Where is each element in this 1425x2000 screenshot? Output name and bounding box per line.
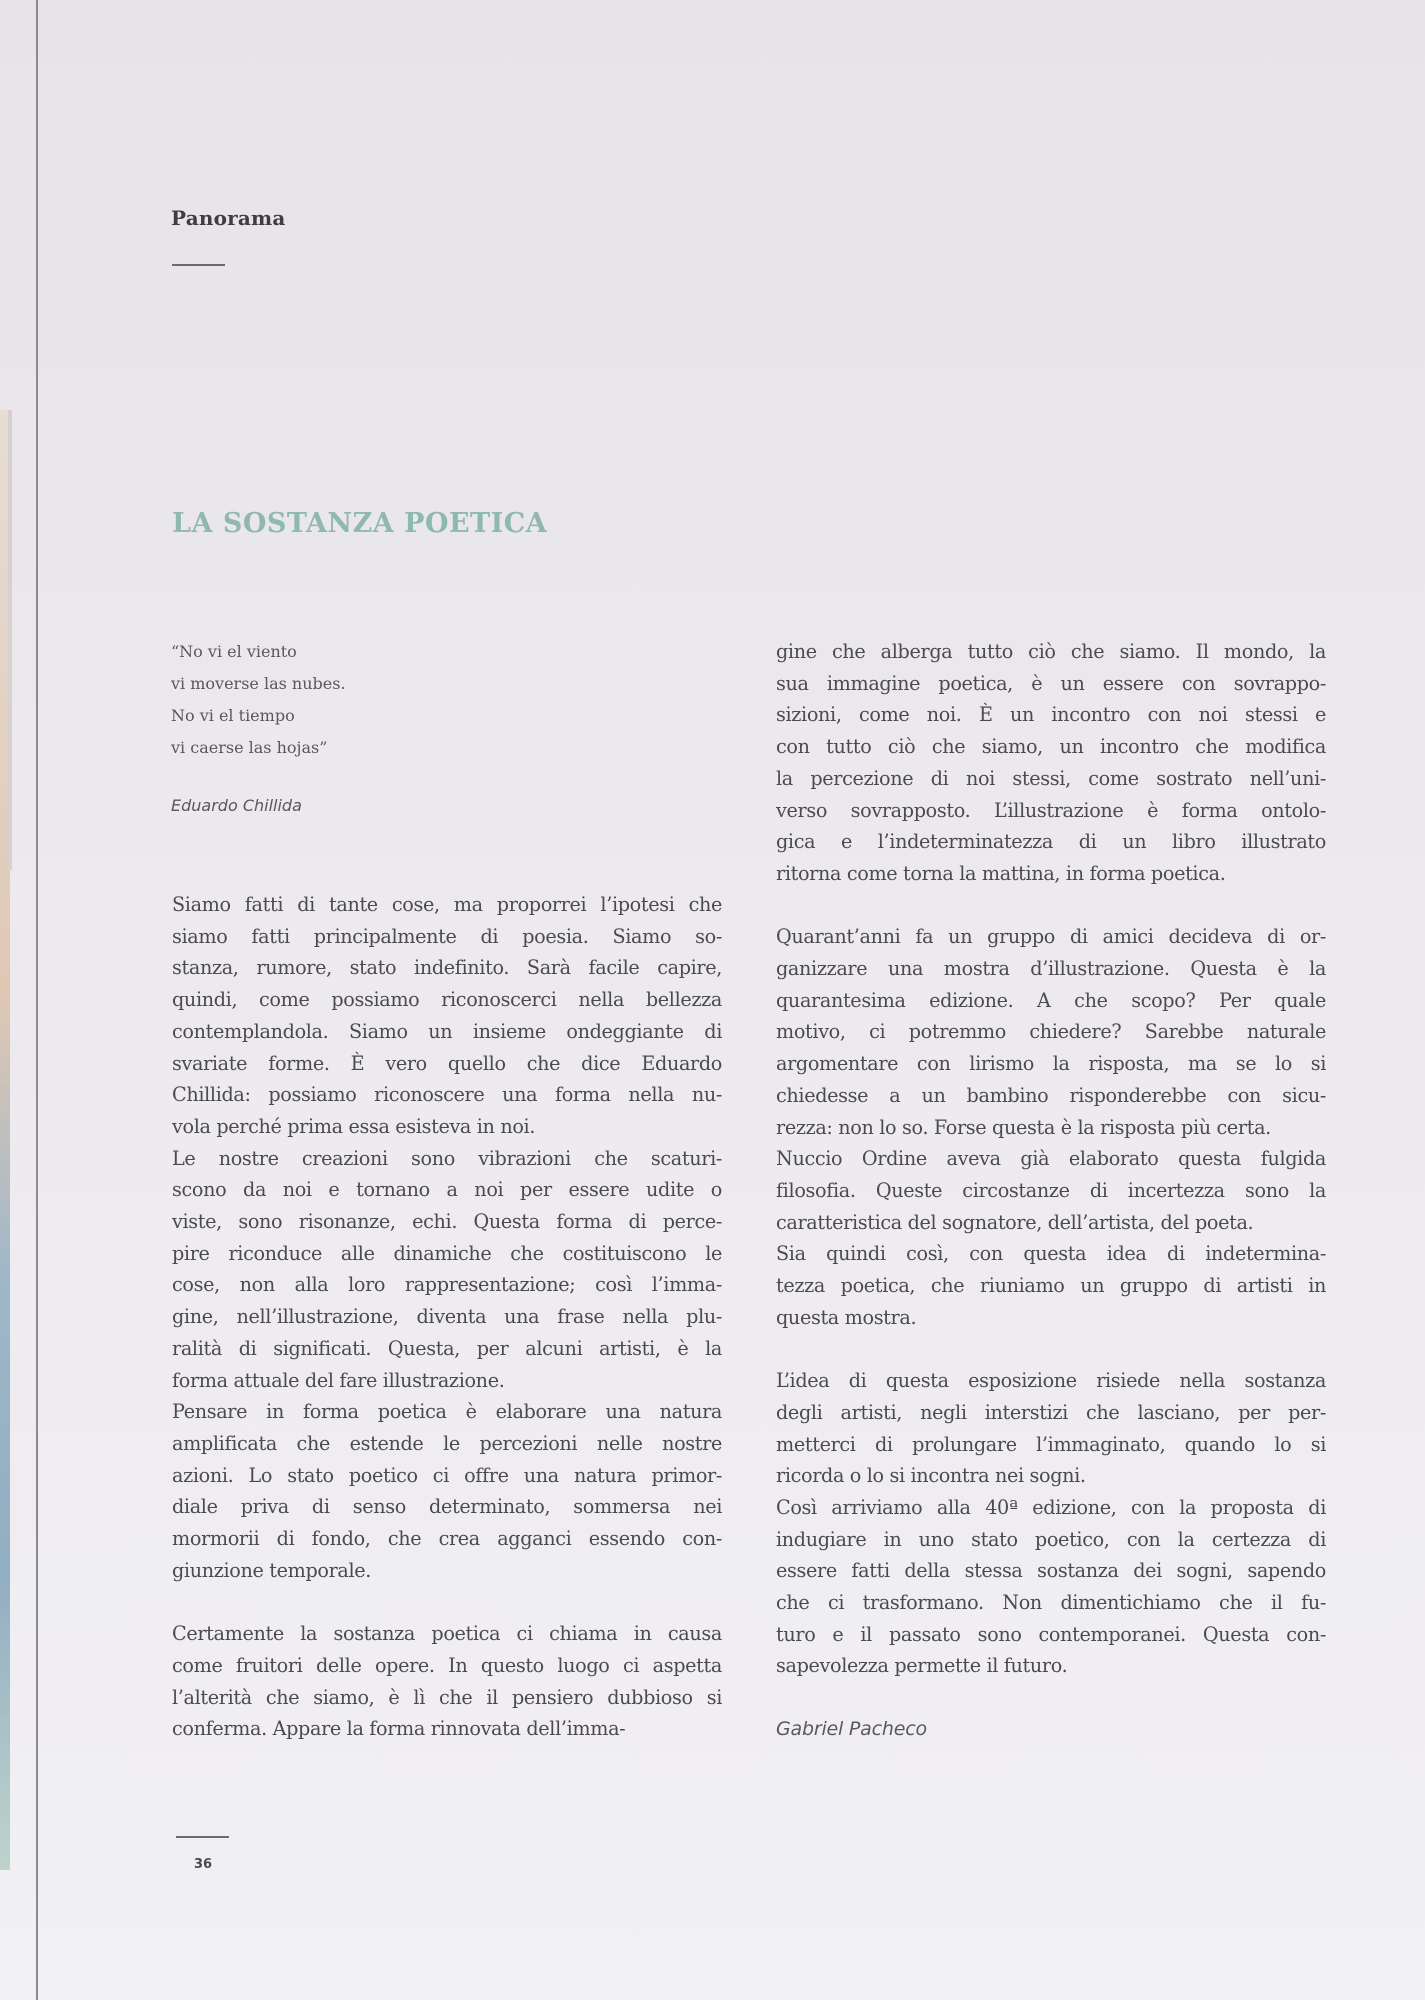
body-line: degli artisti, negli interstizi che lasciano, per per- bbox=[776, 1400, 1326, 1424]
body-column-left bbox=[172, 889, 722, 1745]
body-line: sua immagine poetica, è un essere con sovrappo- bbox=[776, 671, 1326, 695]
body-line: argomentare con lirismo la risposta, ma se lo si bbox=[776, 1052, 1326, 1076]
body-line: mormorii di fondo, che crea agganci essendo con- bbox=[172, 1527, 722, 1551]
body-line: metterci di prolungare l’immaginato, quando lo si bbox=[776, 1432, 1326, 1456]
body-line: svariate forme. È vero quello che dice Eduardo bbox=[172, 1051, 722, 1075]
body-line: l’alterità che siamo, è lì che il pensiero dubbioso si bbox=[172, 1685, 722, 1709]
epigraph-line: vi caerse las hojas” bbox=[171, 738, 328, 757]
body-line: filosofia. Queste circostanze di incertezza sono la bbox=[776, 1178, 1326, 1202]
facing-page-edge-highlight bbox=[8, 410, 12, 870]
paragraph-gap bbox=[172, 1586, 722, 1618]
body-line: Nuccio Ordine aveva già elaborato questa fulgida bbox=[776, 1147, 1326, 1171]
body-line: caratteristica del sognatore, dell’artista, del poeta. bbox=[776, 1210, 1254, 1234]
body-line: Quarant’anni fa un gruppo di amici decideva di or- bbox=[776, 925, 1326, 949]
body-line: forma attuale del fare illustrazione. bbox=[172, 1368, 505, 1392]
section-rule bbox=[172, 264, 225, 266]
body-line: diale priva di senso determinato, sommersa nei bbox=[172, 1495, 722, 1519]
body-line: quarantesima edizione. A che scopo? Per quale bbox=[776, 988, 1326, 1012]
body-line: tezza poetica, che riuniamo un gruppo di artisti in bbox=[776, 1274, 1326, 1298]
body-line: giunzione temporale. bbox=[172, 1558, 372, 1582]
body-line: motivo, ci potremmo chiedere? Sarebbe naturale bbox=[776, 1020, 1326, 1044]
body-line: Le nostre creazioni sono vibrazioni che scaturi- bbox=[172, 1146, 722, 1170]
paragraph-gap bbox=[776, 1682, 1326, 1714]
body-line: sapevolezza permette il futuro. bbox=[776, 1654, 1068, 1678]
body-line: stanza, rumore, stato indefinito. Sarà facile capire, bbox=[172, 956, 722, 980]
body-line: Chillida: possiamo riconoscere una forma nella nu- bbox=[172, 1083, 722, 1107]
body-line: turo e il passato sono contemporanei. Questa con- bbox=[776, 1622, 1326, 1646]
body-line: gine, nell’illustrazione, diventa una frase nella plu- bbox=[172, 1305, 722, 1329]
body-line: chiedesse a un bambino risponderebbe con sicu- bbox=[776, 1083, 1326, 1107]
body-line: rezza: non lo so. Forse questa è la risposta più certa. bbox=[776, 1115, 1271, 1139]
epigraph-line: “No vi el viento bbox=[171, 642, 297, 661]
body-line: ricorda o lo si incontra nei sogni. bbox=[776, 1464, 1086, 1488]
body-line: L’idea di questa esposizione risiede nella sostanza bbox=[776, 1369, 1326, 1393]
body-line: ralità di significati. Questa, per alcuni artisti, è la bbox=[172, 1336, 722, 1360]
body-line: ritorna come torna la mattina, in forma poetica. bbox=[776, 861, 1226, 885]
paragraph-gap bbox=[776, 1333, 1326, 1365]
epigraph-author: Eduardo Chillida bbox=[171, 796, 302, 815]
body-line: quindi, come possiamo riconoscerci nella bellezza bbox=[172, 988, 722, 1012]
paragraph-gap bbox=[776, 890, 1326, 922]
body-line: Siamo fatti di tante cose, ma proporrei l’ipotesi che bbox=[172, 893, 722, 916]
body-line: la percezione di noi stessi, come sostrato nell’uni- bbox=[776, 766, 1326, 790]
epigraph-line: vi moverse las nubes. bbox=[171, 674, 346, 693]
body-line: con tutto ciò che siamo, un incontro che modifica bbox=[776, 735, 1326, 759]
body-line: azioni. Lo stato poetico ci offre una natura primor- bbox=[172, 1463, 722, 1487]
body-line: gica e l’indeterminatezza di un libro illustrato bbox=[776, 830, 1326, 854]
page-number: 36 bbox=[194, 1857, 213, 1872]
author-signature: Gabriel Pacheco bbox=[776, 1717, 927, 1740]
body-line: indugiare in uno stato poetico, con la certezza di bbox=[776, 1527, 1326, 1551]
binding-spine-line bbox=[36, 0, 38, 2000]
body-line: Così arriviamo alla 40ª edizione, con la proposta di bbox=[776, 1495, 1326, 1519]
body-line: Certamente la sostanza poetica ci chiama in causa bbox=[172, 1622, 722, 1646]
body-line: come fruitori delle opere. In questo luogo ci aspetta bbox=[172, 1653, 722, 1677]
epigraph bbox=[171, 636, 571, 764]
body-line: scono da noi e tornano a noi per essere udite o bbox=[172, 1178, 722, 1202]
epigraph-line: No vi el tiempo bbox=[171, 706, 295, 725]
body-line: conferma. Appare la forma rinnovata dell’imma- bbox=[172, 1717, 626, 1741]
body-line: questa mostra. bbox=[776, 1305, 917, 1329]
body-line: verso sovrapposto. L’illustrazione è forma ontolo- bbox=[776, 798, 1326, 822]
footer-rule bbox=[176, 1836, 229, 1838]
body-line: gine che alberga tutto ciò che siamo. Il mondo, la bbox=[776, 640, 1326, 663]
article-title: LA SOSTANZA POETICA bbox=[172, 508, 548, 539]
body-line: siamo fatti principalmente di poesia. Siamo so- bbox=[172, 924, 722, 948]
body-line: pire riconduce alle dinamiche che costituiscono le bbox=[172, 1241, 722, 1265]
body-line: Pensare in forma poetica è elaborare una natura bbox=[172, 1400, 722, 1424]
body-line: contemplandola. Siamo un insieme ondeggiante di bbox=[172, 1019, 722, 1043]
body-line: che ci trasformano. Non dimentichiamo che il fu- bbox=[776, 1591, 1326, 1615]
section-label: Panorama bbox=[171, 206, 286, 230]
body-line: vola perché prima essa esisteva in noi. bbox=[172, 1114, 536, 1138]
body-line: viste, sono risonanze, echi. Questa forma di perce- bbox=[172, 1210, 722, 1234]
body-line: essere fatti della stessa sostanza dei sogni, sapendo bbox=[776, 1559, 1326, 1583]
body-line: ganizzare una mostra d’illustrazione. Questa è la bbox=[776, 957, 1326, 981]
body-line: amplificata che estende le percezioni nelle nostre bbox=[172, 1431, 722, 1455]
body-column-right bbox=[776, 636, 1326, 1746]
body-line: Sia quindi così, con questa idea di indetermina- bbox=[776, 1242, 1326, 1266]
body-line: cose, non alla loro rappresentazione; così l’imma- bbox=[172, 1273, 722, 1297]
body-line: sizioni, come noi. È un incontro con noi stessi e bbox=[776, 703, 1326, 727]
